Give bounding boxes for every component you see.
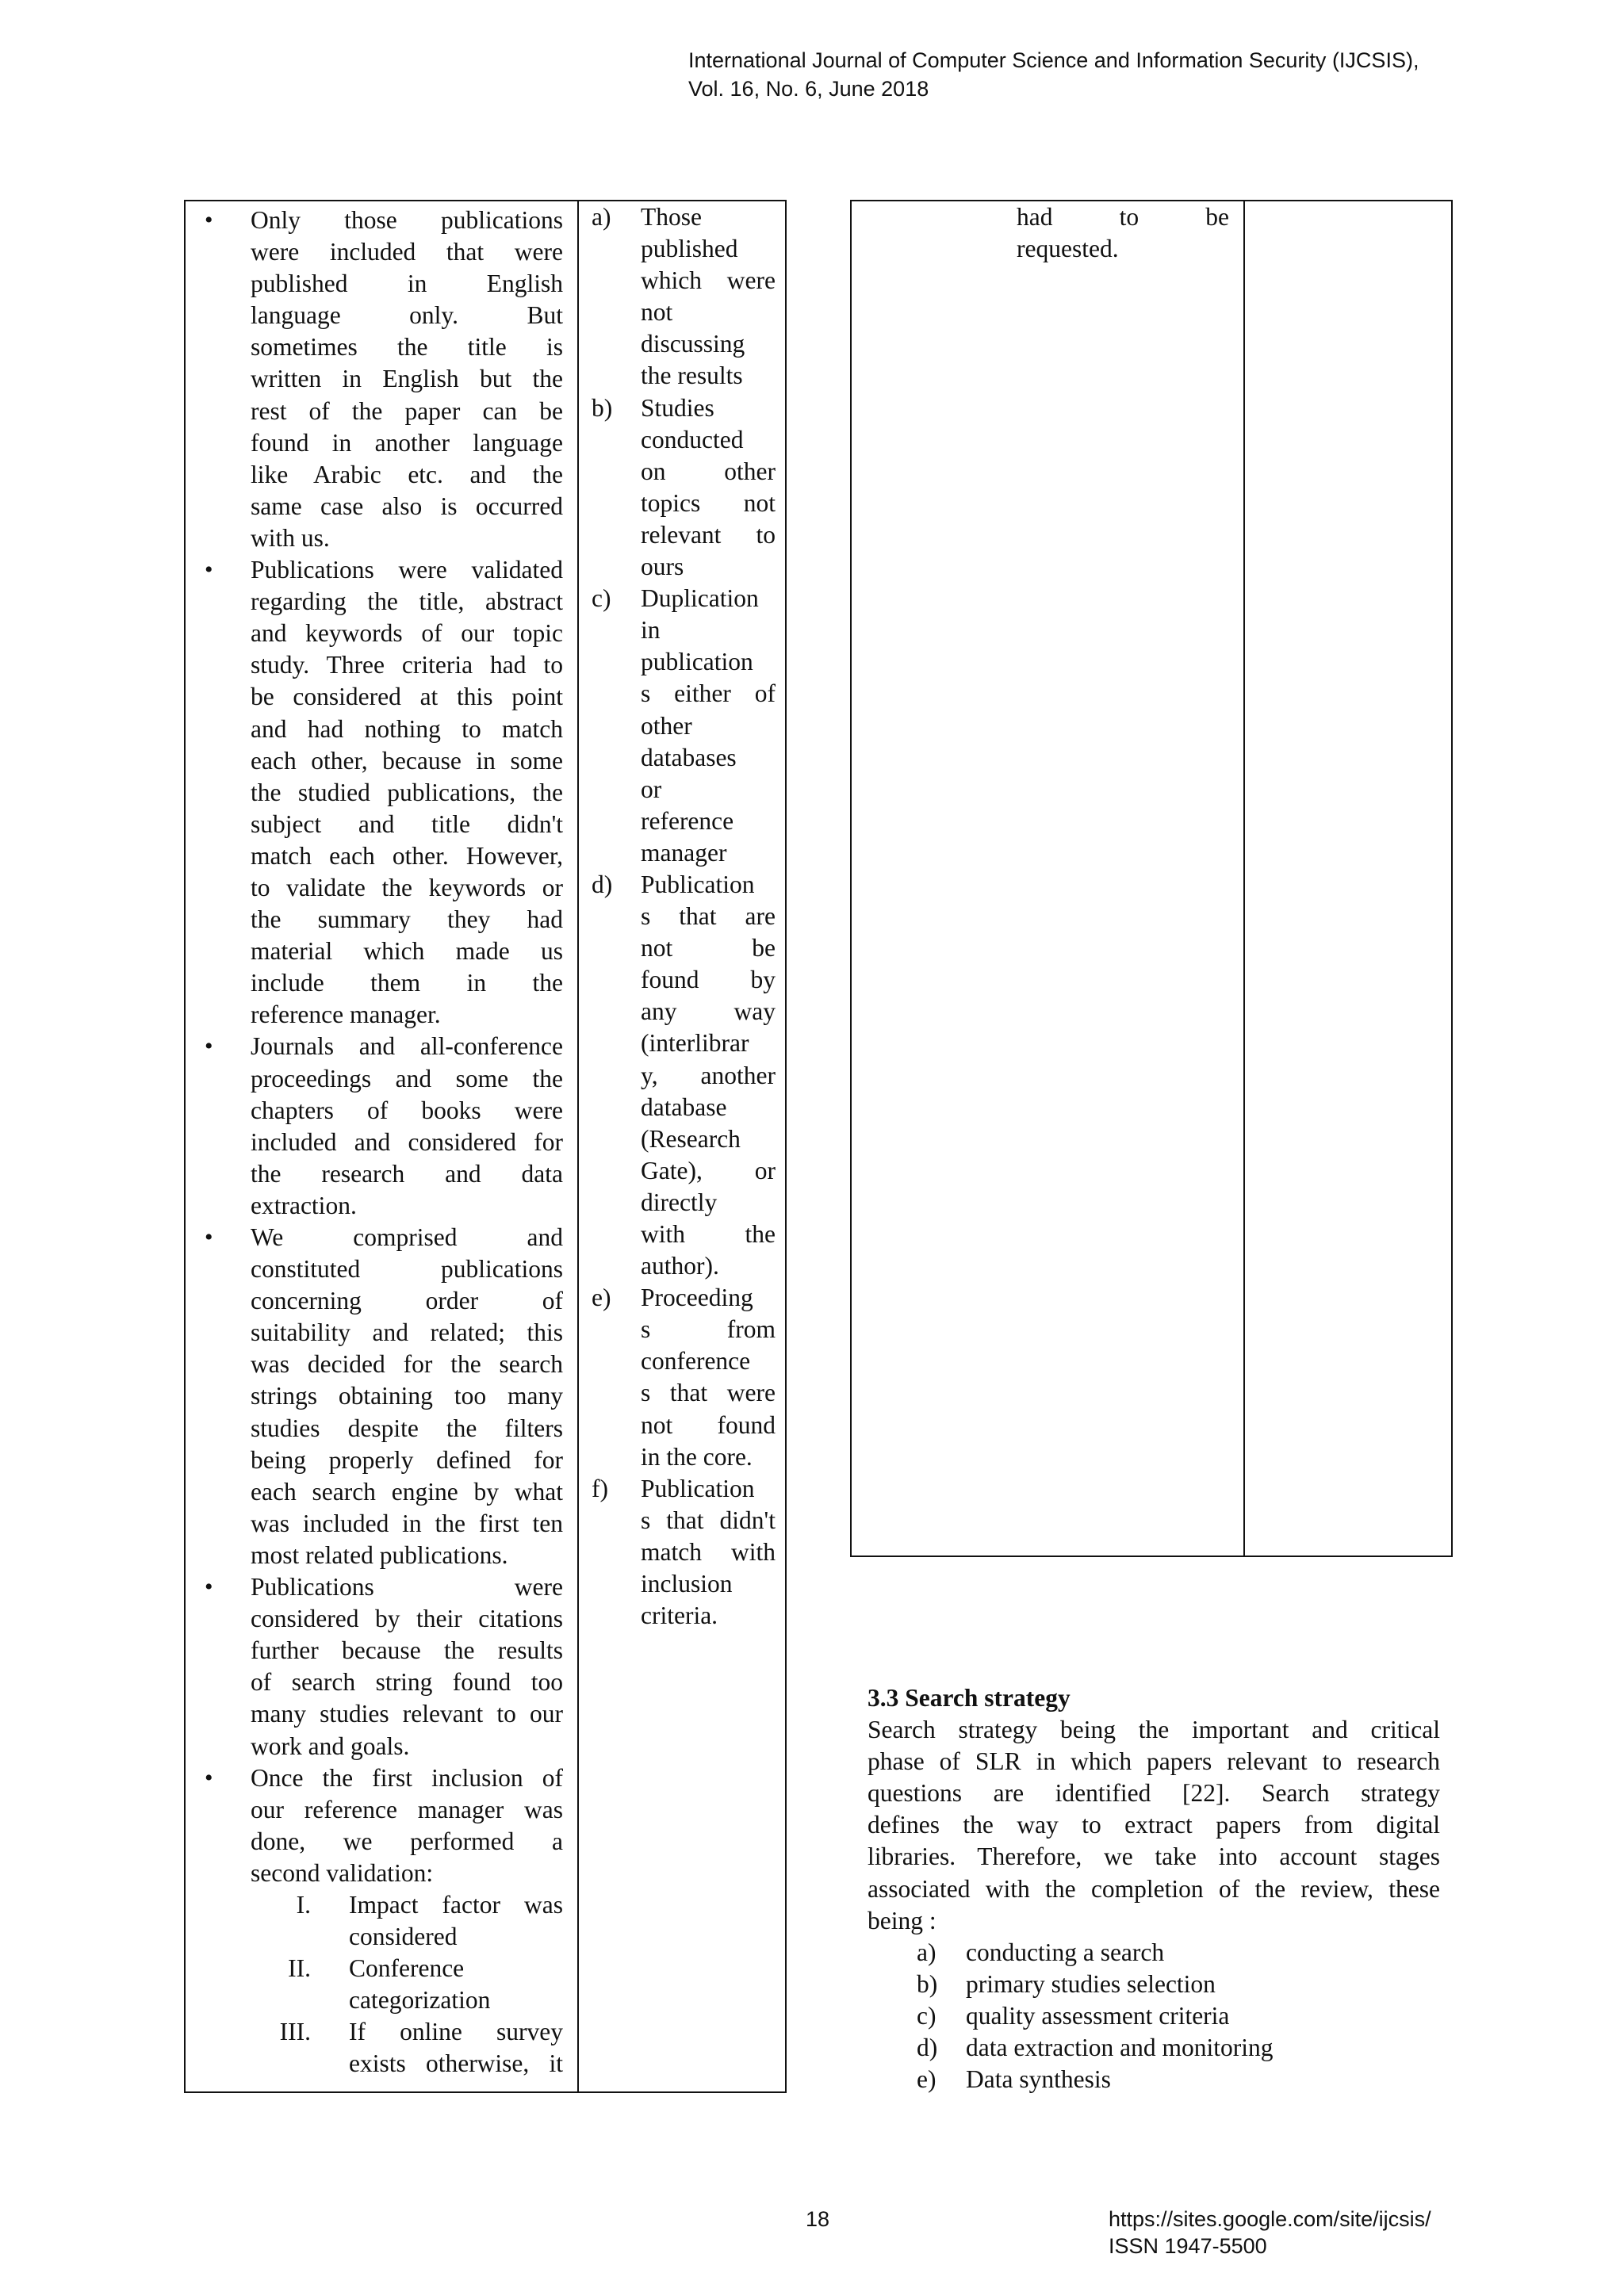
page-number: 18 <box>806 2207 830 2231</box>
text-line: directly <box>641 1188 718 1216</box>
text-line: found in another language <box>251 428 563 457</box>
text-line: categorization <box>349 1986 491 2015</box>
item-label: a) <box>917 1938 936 1966</box>
text-line: sometimes the title is <box>251 333 563 362</box>
text-line: subject and title didn't <box>251 809 563 838</box>
text-line: any way <box>641 997 776 1026</box>
roman-label: I. <box>296 1890 311 1919</box>
continuation-table <box>850 200 1453 1557</box>
text-line: Publications were <box>251 1573 563 1601</box>
text-line: inclusion <box>641 1570 733 1598</box>
text-line: strings obtaining too many <box>251 1382 563 1410</box>
text-line: proceedings and some the <box>251 1064 563 1093</box>
text-line: defines the way to extract papers from digital <box>868 1811 1440 1839</box>
exclusion-item <box>592 1282 776 1473</box>
item-label: e) <box>917 2065 936 2094</box>
text-line: include them in the <box>251 969 563 997</box>
text-line: included and considered for <box>251 1127 563 1156</box>
exclusion-item <box>592 869 776 1282</box>
item-label: f) <box>592 1474 608 1502</box>
text-line: Studies <box>641 393 714 422</box>
stage-text: quality assessment criteria <box>966 2001 1230 2030</box>
journal-header <box>688 46 1419 103</box>
item-label: d) <box>592 870 613 898</box>
text-line: Publications were validated <box>251 556 563 584</box>
column-divider <box>577 201 579 2091</box>
text-line: most related publications. <box>251 1540 508 1569</box>
column-divider <box>1243 201 1245 1556</box>
stage-item <box>917 1969 1440 2000</box>
text-line: associated with the completion of the review, these <box>868 1874 1440 1903</box>
text-line: constituted publications <box>251 1255 563 1284</box>
text-line: other <box>641 711 692 740</box>
text-line: match each other. However, <box>251 841 563 870</box>
text-line: Publication <box>641 870 755 898</box>
bullet-item <box>205 1031 563 1222</box>
text-line: s either of <box>641 679 776 708</box>
text-line: s from <box>641 1315 776 1344</box>
text-line: reference manager. <box>251 1001 441 1029</box>
roman-label: II. <box>288 1954 311 1983</box>
roman-item <box>279 2016 563 2080</box>
bullet-item <box>205 205 563 554</box>
bullet-icon: • <box>205 557 213 584</box>
inclusion-criteria-cell <box>205 205 563 2080</box>
bullet-icon: • <box>205 1033 213 1060</box>
text-line: on other <box>641 457 776 485</box>
text-line: concerning order of <box>251 1287 563 1315</box>
text-line: being properly defined for <box>251 1445 563 1474</box>
bullet-icon: • <box>205 1224 213 1250</box>
text-line: relevant to <box>641 520 776 549</box>
text-line: exists otherwise, it <box>349 2049 563 2078</box>
text-line: libraries. Therefore, we take into account stages <box>868 1843 1440 1871</box>
text-line: be considered at this point <box>251 683 563 711</box>
text-line: conference <box>641 1347 751 1376</box>
item-label: a) <box>592 203 611 231</box>
text-line: (interlibrar <box>641 1029 749 1058</box>
text-line: Only those publications <box>251 206 563 234</box>
roman-label: III. <box>279 2018 311 2046</box>
text-line: Impact factor was <box>349 1890 563 1919</box>
text-line: rest of the paper can be <box>251 396 563 425</box>
text-line: our reference manager was <box>251 1795 563 1823</box>
text-line: topics not <box>641 488 776 517</box>
inclusion-bullet-list <box>205 205 563 1889</box>
text-line: studies despite the filters <box>251 1414 563 1442</box>
text-line: found by <box>641 966 776 994</box>
text-line: which were <box>641 266 776 295</box>
text-line: the summary they had <box>251 905 563 934</box>
text-line: were included that were <box>251 238 563 266</box>
validation-roman-list <box>279 1889 563 2080</box>
text-line: not be <box>641 934 776 962</box>
text-line: regarding the title, abstract <box>251 587 563 616</box>
text-line: considered <box>349 1923 458 1951</box>
text-line: manager <box>641 838 727 867</box>
section-paragraph <box>868 1714 1440 1937</box>
text-line: phase of SLR in which papers relevant to research <box>868 1747 1440 1776</box>
text-line: not found <box>641 1410 776 1439</box>
text-line: discussing <box>641 330 745 358</box>
bullet-icon: • <box>205 1764 213 1791</box>
text-line: not <box>641 298 673 327</box>
text-line: further because the results <box>251 1636 563 1665</box>
text-line: was decided for the search <box>251 1350 563 1379</box>
text-line: criteria. <box>641 1601 718 1630</box>
text-line: Once the first inclusion of <box>251 1763 563 1792</box>
footer-info <box>1109 2206 1431 2260</box>
stage-text: conducting a search <box>966 1938 1165 1966</box>
text-line: (Research <box>641 1124 741 1153</box>
bullet-item <box>205 1571 563 1762</box>
exclusion-item <box>592 392 776 584</box>
text-line: conducted <box>641 425 744 453</box>
stage-item <box>917 2032 1440 2064</box>
text-line: Conference <box>349 1954 465 1983</box>
text-line: considered by their citations <box>251 1605 563 1633</box>
stages-list <box>917 1937 1440 2095</box>
text-line: work and goals. <box>251 1732 410 1760</box>
text-line: Search strategy being the important and critical <box>868 1716 1440 1744</box>
stage-item <box>917 1937 1440 1969</box>
bullet-item <box>205 554 563 1031</box>
stage-text: data extraction and monitoring <box>966 2034 1274 2062</box>
text-line: being : <box>868 1906 936 1934</box>
text-line: Duplication <box>641 584 759 613</box>
text-line: second validation: <box>251 1858 434 1887</box>
item-label: d) <box>917 2034 938 2062</box>
item-label: b) <box>592 393 613 422</box>
stage-text: primary studies selection <box>966 1969 1216 1998</box>
text-line: material which made us <box>251 937 563 966</box>
exclusion-item <box>592 583 776 869</box>
text-line: the research and data <box>251 1159 563 1188</box>
text-line: in <box>641 616 661 645</box>
text-line: done, we performed a <box>251 1827 563 1855</box>
text-line: written in English but the <box>251 365 563 393</box>
text-line: with us. <box>251 523 330 552</box>
exclusion-criteria-cell <box>592 201 776 1632</box>
section-heading: 3.3 Search strategy <box>868 1684 1071 1712</box>
text-line: in the core. <box>641 1442 753 1471</box>
text-line: study. Three criteria had to <box>251 651 563 679</box>
text-line: questions are identified [22]. Search strategy <box>868 1779 1440 1808</box>
roman-item <box>296 1889 563 1953</box>
continuation-cell <box>1017 201 1229 265</box>
text-line: s that are <box>641 902 776 931</box>
text-line: and keywords of our topic <box>251 619 563 648</box>
text-line: chapters of books were <box>251 1096 563 1124</box>
text-line: same case also is occurred <box>251 492 563 520</box>
stage-item <box>917 2000 1440 2032</box>
item-label: e) <box>592 1284 611 1312</box>
text-line: databases <box>641 743 737 771</box>
text-line: publication <box>641 648 753 676</box>
exclusion-item <box>592 201 776 392</box>
text-line: Those <box>641 203 702 231</box>
text-line: database <box>641 1093 727 1121</box>
text-line: the results <box>641 362 743 390</box>
text-line: y, another <box>641 1061 776 1089</box>
stage-text: Data synthesis <box>966 2065 1111 2094</box>
journal-volume: Vol. 16, No. 6, June 2018 <box>688 77 929 101</box>
text-line: language only. But <box>251 301 563 330</box>
text-line: each search engine by what <box>251 1477 563 1506</box>
text-line: the studied publications, the <box>251 778 563 806</box>
exclusion-item <box>592 1473 776 1632</box>
stage-item <box>917 2064 1440 2095</box>
text-line: Publication <box>641 1474 755 1502</box>
text-line: extraction. <box>251 1191 357 1219</box>
text-line: published in English <box>251 270 563 298</box>
continuation-line: requested. <box>1017 235 1119 263</box>
bullet-item <box>205 1762 563 1889</box>
search-strategy-section <box>868 1682 1440 2095</box>
text-line: many studies relevant to our <box>251 1700 563 1728</box>
journal-title: International Journal of Computer Science and Information Security (IJCSIS), <box>688 48 1419 72</box>
item-label: b) <box>917 1969 938 1998</box>
text-line: author). <box>641 1252 719 1280</box>
item-label: c) <box>592 584 611 613</box>
journal-url: https://sites.google.com/site/ijcsis/ <box>1109 2207 1431 2231</box>
text-line: Proceeding <box>641 1284 753 1312</box>
text-line: of search string found too <box>251 1668 563 1697</box>
text-line: We comprised and <box>251 1223 563 1251</box>
bullet-item <box>205 1222 563 1571</box>
item-label: c) <box>917 2001 936 2030</box>
text-line: was included in the first ten <box>251 1509 563 1537</box>
text-line: or <box>641 775 662 803</box>
issn: ISSN 1947-5500 <box>1109 2234 1267 2258</box>
criteria-table <box>184 200 787 2093</box>
text-line: published <box>641 235 738 263</box>
text-line: and had nothing to match <box>251 714 563 743</box>
text-line: suitability and related; this <box>251 1318 563 1347</box>
text-line: s that were <box>641 1379 776 1407</box>
text-line: like Arabic etc. and the <box>251 460 563 488</box>
bullet-icon: • <box>205 1574 213 1601</box>
text-line: reference <box>641 806 734 835</box>
text-line: to validate the keywords or <box>251 873 563 901</box>
text-line: Gate), or <box>641 1156 776 1184</box>
roman-item <box>288 1953 563 2016</box>
text-line: If online survey <box>349 2018 563 2046</box>
text-line: Journals and all-conference <box>251 1032 563 1061</box>
text-line: with the <box>641 1220 776 1248</box>
continuation-line: had to be <box>1017 203 1229 231</box>
text-line: s that didn't <box>641 1506 776 1534</box>
text-line: ours <box>641 553 684 581</box>
text-line: match with <box>641 1537 776 1566</box>
text-line: each other, because in some <box>251 746 563 775</box>
bullet-icon: • <box>205 207 213 233</box>
